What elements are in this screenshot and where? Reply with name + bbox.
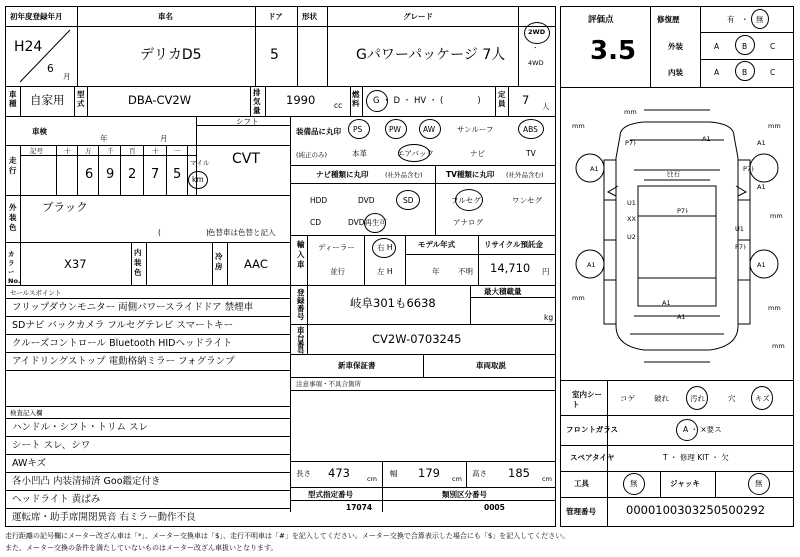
- mileage-digit-label-5: 十: [152, 147, 159, 155]
- footer-line-1: 走行距離の記号欄にメーター改ざん車は「*」、メーター交換車は「$」、走行不明車は「#」を記入してください。メーター交換で合算表示した場合にも「$」を記入してください。: [5, 532, 570, 540]
- drive-2wd: 2WD: [528, 28, 546, 36]
- equip-navi: ナビ: [470, 149, 485, 158]
- drive-dot: ・: [532, 44, 539, 52]
- equip-aw: AW: [423, 125, 436, 134]
- tools-value: 無: [630, 479, 638, 488]
- usage-value: 自家用: [30, 93, 65, 107]
- color-no-label: カラーNo.: [8, 250, 21, 285]
- exterior-grade-label: 外装: [668, 42, 683, 51]
- exterior-grade-a: A: [714, 42, 720, 51]
- evaluation-label: 評価点: [588, 15, 614, 25]
- sales-point-line-3: アイドリングストップ 電動格納ミラー フォグランプ: [12, 356, 235, 367]
- navi-title: ナビ種類に丸印: [316, 170, 369, 179]
- tv-analog: アナログ: [453, 218, 483, 227]
- height-value: 185: [508, 466, 530, 480]
- registration-label: 登録番号: [297, 288, 305, 321]
- glass-label: フロントガラス: [566, 425, 619, 434]
- door-count: 5: [270, 47, 279, 63]
- evaluation-score: 3.5: [590, 36, 637, 66]
- mileage-label: 走行: [9, 156, 17, 175]
- mileage-digit-label-0: 記号: [30, 147, 43, 155]
- reg-month-unit: 月: [63, 72, 71, 81]
- mileage-unit-km: km: [192, 175, 204, 184]
- tv-title: TV種類に丸印: [446, 170, 495, 179]
- recycle-label: リサイクル預託金: [484, 240, 543, 249]
- tv-fullseg: フルセグ: [451, 196, 481, 205]
- navi-dvd: DVD: [358, 196, 375, 205]
- exterior-label: 外装色: [9, 203, 17, 232]
- spare-label: スペアタイヤ: [570, 453, 615, 462]
- car-name-label: 車名: [158, 12, 173, 21]
- shift-label: シフト: [236, 117, 259, 126]
- glass-options: A ・ ×要ス: [683, 425, 722, 434]
- seat-tear: 破れ: [654, 394, 669, 403]
- registration-value: 岐阜301も6638: [350, 296, 436, 310]
- inspection-note-3: 各小凹凸 内装清掃済 Goo鑑定付き: [12, 476, 161, 487]
- shift-value: CVT: [232, 151, 260, 167]
- dmg-label-5: P7ﾄ: [743, 165, 755, 173]
- designation-label: 型式指定番号: [308, 490, 353, 499]
- mileage-digit-label-3: 千: [107, 147, 114, 155]
- repair-no: 無: [756, 15, 764, 24]
- import-label: 輸入車: [297, 240, 305, 269]
- equip-abs: ABS: [523, 125, 538, 134]
- equip-pw: PW: [389, 125, 401, 134]
- fuel-label: 燃料: [352, 90, 360, 108]
- inspection-note-4: ヘッドライト 黄ばみ: [12, 494, 101, 505]
- seat-label: 室内シート: [572, 390, 602, 409]
- inspection-note-1: シート スレ、シワ: [12, 440, 91, 451]
- fuel-options: G ・ D ・ HV ・ ( ): [373, 96, 481, 106]
- seat-burn: コゲ: [620, 394, 635, 403]
- exterior-paren: ( ): [158, 228, 209, 237]
- dmg-label-14: A1: [757, 261, 766, 269]
- dim-mm-tr: mm: [768, 122, 781, 130]
- dmg-label-4: A1: [590, 165, 599, 173]
- displacement-label: 排気量: [253, 88, 261, 115]
- dmg-label-0: P7ﾄ: [625, 139, 637, 147]
- drive-4wd: 4WD: [528, 59, 544, 67]
- tv-oneseg: ワンセグ: [512, 196, 542, 205]
- dmg-label-7: P7ﾄ: [677, 207, 689, 215]
- manual-label: 車両取説: [476, 361, 506, 370]
- exterior-note: 色替車は色替と記入: [208, 228, 276, 237]
- dmg-label-10: U2: [627, 233, 636, 241]
- seat-hole: 穴: [728, 394, 736, 403]
- height-label: 高さ: [472, 469, 487, 478]
- length-value: 473: [328, 466, 350, 480]
- height-cm: cm: [542, 475, 552, 483]
- management-label: 管理番号: [566, 507, 596, 516]
- navi-dvd-play: DVD再生可: [348, 218, 388, 227]
- dim-mm-l: mm: [572, 122, 585, 130]
- cooler-label: 冷房: [215, 252, 223, 271]
- dmg-label-1: A1: [702, 135, 711, 143]
- cooler-value: AAC: [244, 257, 268, 271]
- navi-sd: SD: [403, 196, 414, 205]
- inspection-notes-label: 検査記入欄: [10, 409, 43, 417]
- mileage-digit-label-2: 万: [85, 147, 92, 155]
- grade-label: グレード: [403, 12, 433, 21]
- model-year-label: モデル年式: [418, 240, 456, 249]
- inspection-month: 月: [160, 134, 168, 143]
- import-left: 左 H: [377, 267, 393, 276]
- mileage-digit-3: 7: [151, 167, 160, 182]
- car-name: デリカD5: [140, 47, 202, 63]
- grade-value: Gパワーパッケージ 7人: [356, 47, 506, 63]
- tools-label: 工具: [574, 479, 589, 488]
- mileage-unit-mile: マイル: [190, 159, 210, 167]
- new-car-guarantee: 新車保証書: [338, 361, 376, 370]
- capacity-unit: 人: [542, 102, 550, 111]
- dim-mm-r: mm: [770, 212, 783, 220]
- mileage-digit-0: 6: [85, 167, 94, 182]
- sales-point-line-1: SDナビ バックカメラ フルセグテレビ スマートキー: [12, 320, 234, 331]
- navi-cd: CD: [310, 218, 322, 227]
- exterior-color: ブラック: [42, 200, 88, 214]
- dmg-label-9: XX: [627, 215, 636, 223]
- model-year-unknown: 不明: [458, 267, 473, 276]
- navi-hdd: HDD: [310, 196, 328, 205]
- class-value: 0005: [484, 503, 505, 512]
- max-load-label: 最大積載量: [484, 287, 522, 296]
- equip-ps: PS: [353, 125, 363, 134]
- equip-tv: TV: [526, 149, 536, 158]
- dim-mm-rb: mm: [768, 304, 781, 312]
- mileage-digit-label-4: 百: [129, 147, 136, 155]
- class-label: 類別区分番号: [442, 490, 487, 499]
- dim-mm-lb: mm: [572, 294, 585, 302]
- width-value: 179: [418, 466, 440, 480]
- footer-line-2: また、メーター交換の条件を満たしていないものはメーター改ざん車扱いとなります。: [5, 544, 278, 552]
- chassis-value: CV2W-0703245: [372, 332, 462, 346]
- import-right: 右 H: [377, 243, 393, 252]
- length-label: 長さ: [296, 469, 311, 478]
- reg-era: H24: [14, 39, 43, 55]
- seat-dirt: 汚れ: [690, 394, 705, 403]
- repair-dot: ・: [741, 15, 749, 24]
- inspection-note-2: AWキズ: [12, 458, 47, 469]
- sales-point-line-0: フリップダウンモニター 両側パワースライドドア 禁煙車: [12, 302, 254, 313]
- exterior-grade-b: B: [742, 42, 748, 51]
- equipment-title: 装備品に丸印: [296, 127, 341, 136]
- chassis-label: 車台番号: [297, 326, 305, 356]
- max-load-kg: kg: [544, 313, 554, 322]
- interior-grade-b: B: [742, 68, 748, 77]
- model-value: DBA-CV2W: [128, 93, 192, 107]
- tv-note: (社外品含む): [506, 171, 544, 179]
- dim-mm-tl: mm: [624, 108, 637, 116]
- length-cm: cm: [367, 475, 377, 483]
- dmg-label-2: A1: [757, 139, 766, 147]
- recycle-yen: 円: [542, 267, 550, 276]
- spare-options: T ・ 修理 KIT ・ 欠: [663, 453, 729, 462]
- capacity-value: 7: [522, 93, 530, 107]
- interior-grade-a: A: [714, 68, 720, 77]
- designation-value: 17074: [346, 503, 373, 512]
- shape-label: 形状: [302, 12, 317, 21]
- dmg-label-15: A1: [662, 299, 671, 307]
- dim-mm-rbb: mm: [772, 342, 785, 350]
- model-label: 型式: [77, 90, 85, 108]
- import-parallel: 並行: [330, 267, 345, 276]
- inspection-label: 車検: [32, 127, 47, 136]
- jack-value: 無: [755, 479, 763, 488]
- dmg-label-3: ﾋﾋ石: [667, 170, 680, 178]
- equipment-subtitle: (純正のみ): [296, 151, 328, 159]
- first-reg-label: 初年度登録年月: [10, 12, 63, 21]
- sales-points-label: セールスポイント: [10, 289, 62, 297]
- dmg-label-6: A1: [757, 183, 766, 191]
- capacity-label: 定員: [498, 90, 506, 108]
- mileage-digit-label-6: 一: [174, 147, 181, 155]
- dmg-label-12: P7ﾄ: [735, 243, 747, 251]
- import-dealer: ディーラー: [318, 243, 355, 252]
- car-damage-diagram: [560, 88, 794, 380]
- equip-airbag: エアバック: [397, 149, 434, 158]
- reg-month: 6: [47, 63, 54, 75]
- interior-grade-c: C: [770, 68, 776, 77]
- inspection-note-0: ハンドル・シフト・トリム スレ: [12, 422, 149, 433]
- dmg-label-8: U1: [627, 199, 636, 207]
- mileage-digit-2: 2: [128, 167, 137, 182]
- seat-scratch: キズ: [755, 394, 770, 403]
- mileage-digit-4: 5: [173, 167, 182, 182]
- equip-sunroof: サンルーフ: [457, 125, 494, 134]
- color-no-value: X37: [64, 257, 87, 271]
- inspection-note-5: 運転席・助手席開閉異音 右ミラー動作不良: [12, 512, 196, 523]
- mileage-digit-1: 9: [106, 167, 115, 182]
- door-label: ドア: [268, 12, 283, 21]
- dmg-label-16: A1: [677, 313, 686, 321]
- repair-label: 修復歴: [657, 15, 680, 24]
- equip-leather: 本革: [352, 149, 367, 158]
- exterior-grade-c: C: [770, 42, 776, 51]
- usage-label: 車種: [9, 90, 17, 108]
- dmg-label-13: A1: [587, 261, 596, 269]
- management-value: 0000100303250500292: [626, 503, 766, 517]
- jack-label: ジャッキ: [670, 479, 700, 488]
- notes-label: 注意事項・不具合箇所: [296, 380, 361, 388]
- interior-color-label: 内装色: [134, 248, 142, 277]
- navi-note: (社外品含む): [385, 171, 423, 179]
- repair-yes: 有: [727, 15, 735, 24]
- interior-grade-label: 内装: [668, 68, 683, 77]
- dmg-label-11: U1: [735, 225, 744, 233]
- sales-point-line-2: クルーズコントロール Bluetooth HIDヘッドライト: [12, 338, 233, 349]
- mileage-digit-label-1: 十: [64, 147, 71, 155]
- model-year-year: 年: [432, 267, 440, 276]
- displacement-value: 1990: [286, 93, 316, 107]
- cc-unit: cc: [334, 101, 343, 110]
- width-cm: cm: [452, 475, 462, 483]
- width-label: 幅: [390, 469, 398, 478]
- recycle-value: 14,710: [490, 261, 531, 275]
- inspection-year: 年: [100, 134, 108, 143]
